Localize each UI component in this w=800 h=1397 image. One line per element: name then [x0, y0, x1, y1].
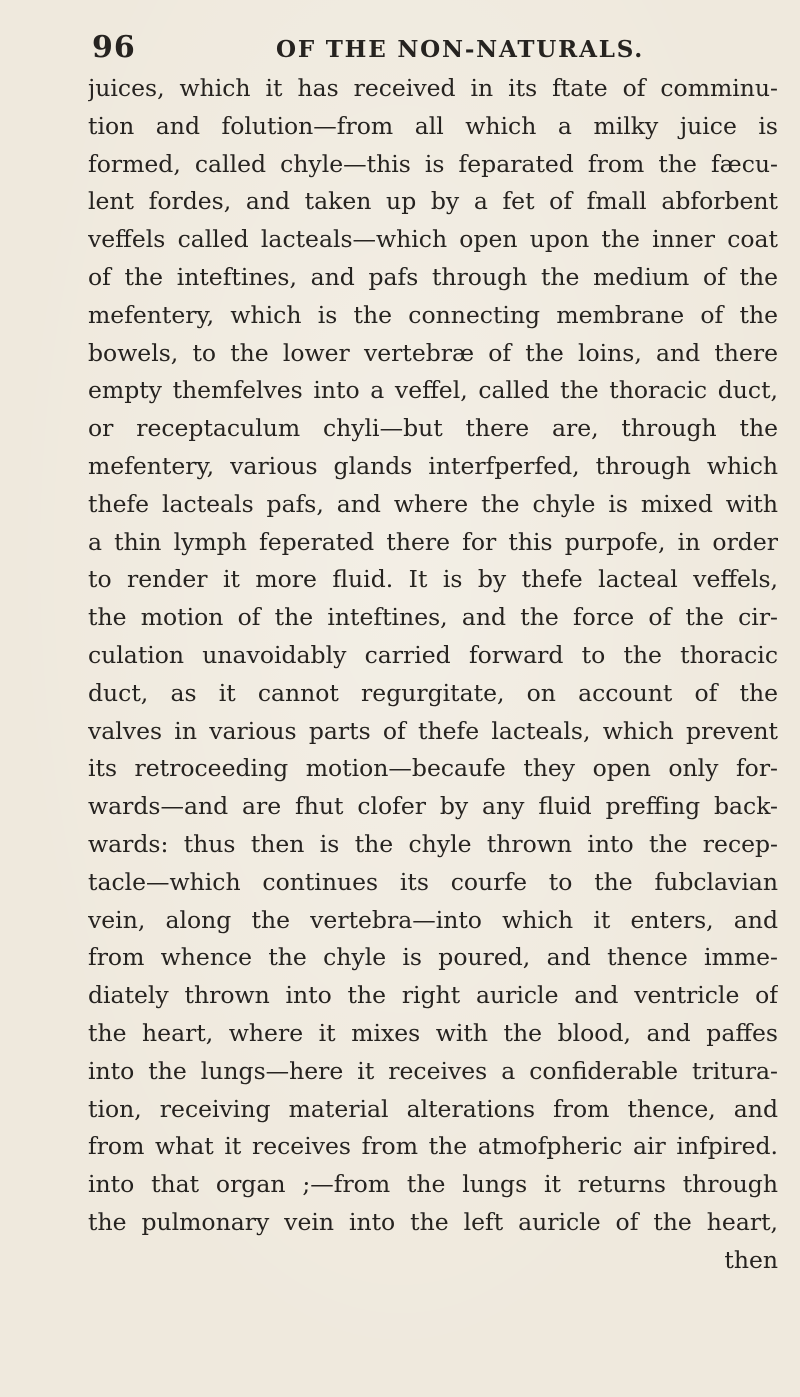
text-line: from what it receives from the atmofpheric air infpired. — [88, 1132, 778, 1161]
text-line: the pulmonary vein into the left auricle of the heart, — [88, 1207, 778, 1236]
running-title: OF THE NON-NATURALS. — [276, 36, 645, 63]
text-line: lent fordes, and taken up by a fet of fmall abforbent — [88, 187, 778, 216]
text-line: juices, which it has received in its ftate of comminu- — [88, 74, 778, 102]
text-line: tion and folution—from all which a milky juice is — [88, 111, 778, 140]
body-text — [88, 70, 778, 1280]
text-line: into that organ ;—from the lungs it returns through — [88, 1170, 778, 1199]
text-line: vein, along the vertebra—into which it enters, and — [88, 905, 778, 934]
text-line: bowels, to the lower vertebræ of the loins, and there — [88, 338, 778, 367]
text-line: empty themfelves into a veffel, called the thoracic duct, — [88, 376, 778, 405]
text-line: a thin lymph feperated there for this purpofe, in order — [88, 527, 778, 556]
text-line: tacle—which continues its courfe to the fubclavian — [88, 867, 778, 896]
text-line: tion, receiving material alterations from thence, and — [88, 1094, 778, 1123]
text-line: wards: thus then is the chyle thrown into the recep- — [88, 829, 778, 858]
text-line: wards—and are fhut clofer by any fluid preffing back- — [88, 792, 778, 821]
running-head — [0, 22, 800, 65]
text-line: mefentery, which is the connecting membrane of the — [88, 300, 778, 329]
text-line: its retroceeding motion—becaufe they open only for- — [88, 754, 778, 783]
text-line: of the inteftines, and pafs through the medium of the — [88, 262, 778, 291]
catchword: then — [724, 1245, 778, 1274]
text-line: the heart, where it mixes with the blood, and paffes — [88, 1018, 778, 1047]
text-line: formed, called chyle—this is feparated from the fæcu- — [88, 149, 778, 178]
page-number: 96 — [92, 30, 136, 65]
text-line: into the lungs—here it receives a confiderable tritura- — [88, 1056, 778, 1085]
text-line: to render it more fluid. It is by thefe lacteal veffels, — [88, 565, 778, 594]
text-line: mefentery, various glands interfperfed, through which — [88, 451, 778, 480]
text-line: the motion of the inteftines, and the force of the cir- — [88, 603, 778, 632]
text-line: thefe lacteals pafs, and where the chyle is mixed with — [88, 489, 778, 518]
text-line: culation unavoidably carried forward to the thoracic — [88, 640, 778, 669]
text-line: from whence the chyle is poured, and thence imme- — [88, 943, 778, 972]
text-line: or receptaculum chyli—but there are, through the — [88, 414, 778, 443]
text-line: veffels called lacteals—which open upon the inner coat — [88, 225, 778, 254]
text-line: diately thrown into the right auricle and ventricle of — [88, 981, 778, 1010]
text-line: valves in various parts of thefe lacteals, which prevent — [88, 716, 778, 745]
text-line: duct, as it cannot regurgitate, on account of the — [88, 678, 778, 707]
